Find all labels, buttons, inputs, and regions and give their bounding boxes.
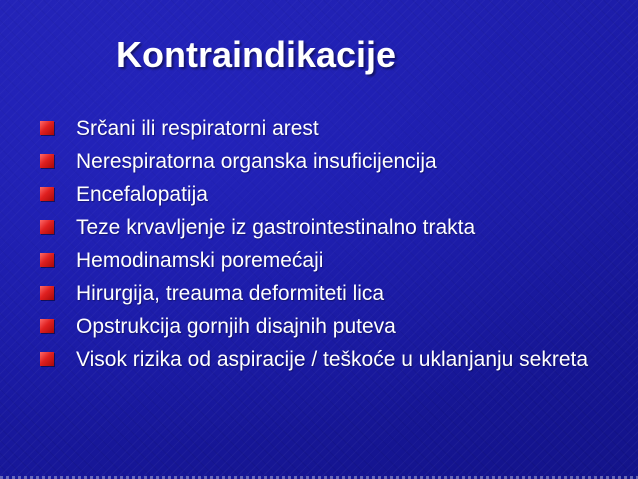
red-square-bullet-icon <box>40 352 54 366</box>
red-square-bullet-icon <box>40 319 54 333</box>
list-item <box>40 281 620 307</box>
red-square-bullet-icon <box>40 187 54 201</box>
red-square-bullet-icon <box>40 253 54 267</box>
list-item <box>40 314 620 340</box>
list-item <box>40 182 620 208</box>
list-item-text: Nerespiratorna organska insuficijencija <box>76 150 437 173</box>
red-square-bullet-icon <box>40 220 54 234</box>
list-item <box>40 347 636 373</box>
list-item <box>40 149 620 175</box>
list-item-text: Encefalopatija <box>76 183 208 206</box>
list-item-text: Srčani ili respiratorni arest <box>76 117 319 140</box>
red-square-bullet-icon <box>40 286 54 300</box>
list-item-text: Opstrukcija gornjih disajnih puteva <box>76 315 396 338</box>
list-item-text: Hirurgija, treauma deformiteti lica <box>76 282 385 305</box>
list-item-text: Teze krvavljenje iz gastrointestinalno trakta <box>76 216 476 239</box>
list-item-text: Hemodinamski poremećaji <box>76 249 324 272</box>
list-item <box>40 116 620 142</box>
list-item <box>40 248 620 274</box>
slide-title: Kontraindikacije <box>116 34 397 75</box>
list-item <box>40 215 620 241</box>
bullet-list <box>40 116 620 380</box>
red-square-bullet-icon <box>40 154 54 168</box>
red-square-bullet-icon <box>40 121 54 135</box>
list-item-text: Visok rizika od aspiracije / teškoće u uklanjanju sekreta <box>76 348 589 371</box>
